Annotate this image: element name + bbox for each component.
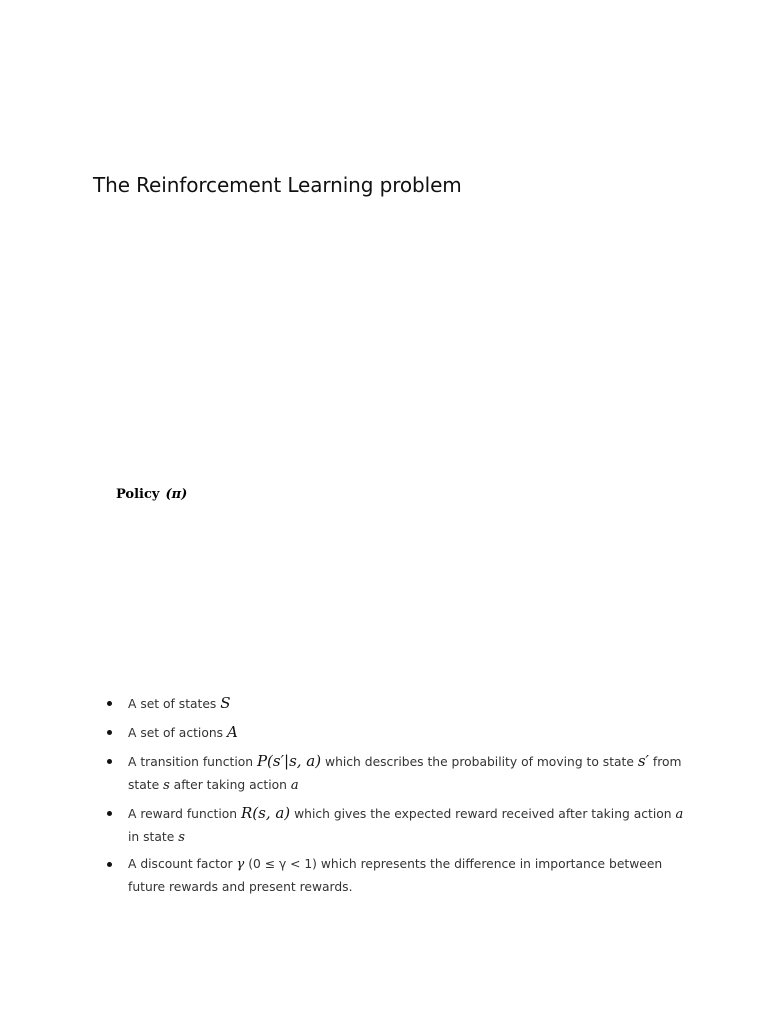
math-states-symbol: S xyxy=(220,694,231,712)
math-actions-symbol: A xyxy=(226,723,238,741)
list-item-discount xyxy=(128,853,688,899)
math-action: a xyxy=(290,778,299,793)
bullet-icon xyxy=(107,701,112,706)
item-text: A set of actions xyxy=(128,726,224,740)
policy-heading xyxy=(116,487,187,502)
item-text: A transition function xyxy=(128,755,254,769)
item-text: A set of states xyxy=(128,697,217,711)
item-text: from xyxy=(652,755,682,769)
item-text: A discount factor xyxy=(128,857,233,871)
item-text: which gives the expected reward received after taking action xyxy=(294,807,672,821)
list-item-actions xyxy=(128,721,688,745)
bullet-icon xyxy=(107,862,112,867)
list-item-transition xyxy=(128,750,688,797)
bullet-icon xyxy=(107,730,112,735)
list-item-states xyxy=(128,692,688,716)
page-title: The Reinforcement Learning problem xyxy=(93,173,462,197)
policy-label: Policy xyxy=(116,487,160,502)
math-action: a xyxy=(675,807,684,822)
bullet-icon xyxy=(107,759,112,764)
item-text: which describes the probability of moving to state xyxy=(325,755,634,769)
list-item-reward xyxy=(128,802,688,849)
item-text: A reward function xyxy=(128,807,238,821)
item-text: (0 ≤ γ < 1) which represents the difference in importance between xyxy=(248,857,663,871)
item-text: state xyxy=(128,778,160,792)
math-reward-function: R(s, a) xyxy=(240,804,291,822)
item-text: future rewards and present rewards. xyxy=(128,880,353,894)
math-state: s xyxy=(163,778,170,793)
item-text: in state xyxy=(128,830,175,844)
math-gamma: γ xyxy=(236,857,245,872)
math-next-state: s′ xyxy=(637,752,649,770)
math-state: s xyxy=(178,830,185,845)
policy-symbol: (π) xyxy=(165,487,188,502)
item-text: after taking action xyxy=(173,778,287,792)
math-transition-function: P(s′|s, a) xyxy=(256,752,322,770)
bullet-icon xyxy=(107,811,112,816)
